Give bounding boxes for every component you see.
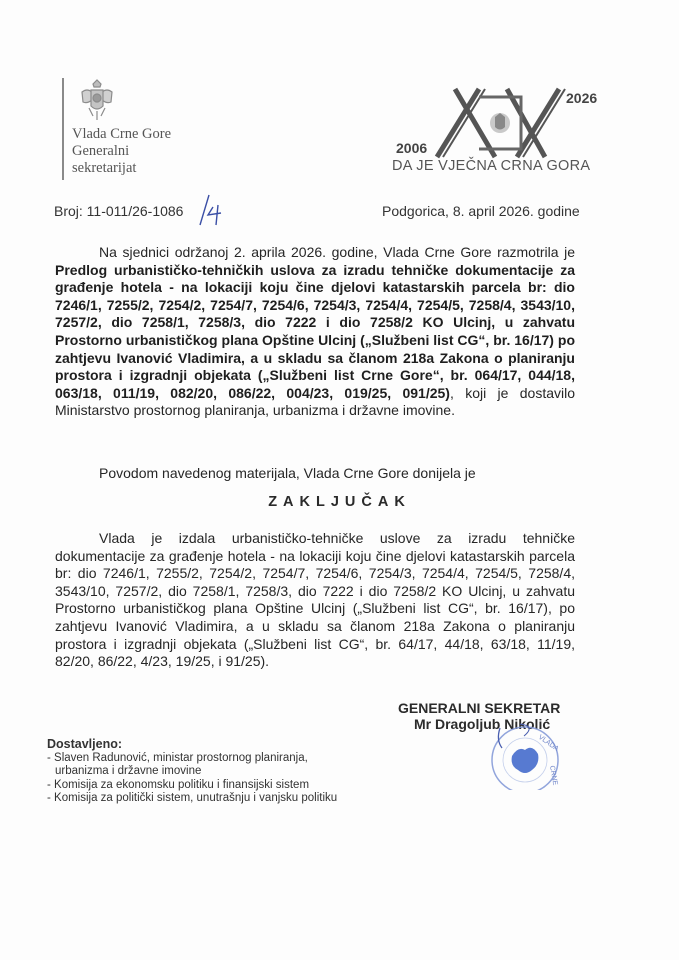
signatory-title: GENERALNI SEKRETAR xyxy=(398,700,561,716)
distribution-item: urbanizma i državne imovine xyxy=(55,765,202,777)
conclusion-title: ZAKLJUČAK xyxy=(268,494,411,510)
intro-followup: Povodom navedenog materijala, Vlada Crne Gore donijela je xyxy=(99,465,476,481)
montenegro-coat-of-arms-icon xyxy=(78,78,116,122)
institution-line-1: Vlada Crne Gore xyxy=(72,126,172,142)
institution-line-3: sekretarijat xyxy=(72,160,137,176)
institution-name xyxy=(72,126,171,177)
distribution-item: - Komisija za ekonomsku politiku i finansijski sistem xyxy=(47,778,310,791)
handwritten-mark-icon xyxy=(197,193,229,231)
jubilee-year-end: 2026 xyxy=(566,90,598,106)
svg-text:CRNE: CRNE xyxy=(548,765,559,786)
jubilee-year-start: 2006 xyxy=(396,140,428,156)
conclusion-paragraph xyxy=(55,530,575,671)
official-stamp-icon xyxy=(480,720,570,790)
distribution-item: - Komisija za politički sistem, unutrašnju i vanjsku politiku xyxy=(47,792,338,804)
intro-text-3: , koji je dostavilo Ministarstvo prostornog planiranja, urbanizma i državne imovine. xyxy=(55,384,576,419)
distribution-heading: Dostavljeno: xyxy=(47,737,123,751)
intro-text-bold: Predlog urbanističko-tehničkih uslova za izradu tehničke dokumentacije za građenje hotela - na lokaciji koju čine djelovi katastarskih parcela br: dio 7246/1, 7255/2, 7254/2, 7254/7, 7254/6, 7254/3, 7254/4, 7254/5, 7258/4, 3543/10, 7257/2, dio 7258/1, 7258/3, dio 7222 i dio 7258/2 KO Ulcinj, u zahvatu Prostorno urbanističkog plana Opštine Ulcinj („Službeni list CG“, br. 16/17) po zahtjevu Ivanović Vladimira, a u skladu sa članom 218a Zakona o planiranju prostora i izgradnji objekata („Službeni list Crne Gore“, br. 064/17, 044/18, 063/18, 011/19, 082/20, 086/22, 004/23, 019/25, 091/25) xyxy=(55,261,575,401)
place-date: Podgorica, 8. april 2026. godine xyxy=(382,203,580,219)
distribution-item: - Slaven Radunović, ministar prostornog planiranja, xyxy=(47,751,308,764)
distribution-list xyxy=(47,738,337,806)
reference-number: Broj: 11-011/26-1086 xyxy=(54,203,184,219)
institution-line-2: Generalni xyxy=(72,143,130,159)
svg-text:VLADA: VLADA xyxy=(536,733,560,753)
jubilee-motto: DA JE VJEČNA CRNA GORA xyxy=(392,158,591,174)
jubilee-logo xyxy=(392,85,598,180)
signatory-name: Mr Dragoljub Nikolić xyxy=(414,716,551,732)
header-divider xyxy=(62,78,64,180)
roman-xx-icon xyxy=(433,87,568,159)
intro-paragraph xyxy=(55,244,575,420)
conclusion-text: Vlada je izdala urbanističko-tehničke uslove za izradu tehničke dokumentacije za građenje hotela - na lokaciji koju čine djelovi katastarskih parcela br: dio 7246/1, 7255/2, 7254/2, 7254/7, 7254/6, 7254/3, 7254/4, 7254/5, 7258/4, 3543/10, 7257/2, dio 7258/1, 7258/3, dio 7222 i dio 7258/2 KO Ulcinj, u zahvatu Prostorno urbanističkog plana Opštine Ulcinj („Službeni list CG“, br. 16/17), po zahtjevu Ivanović Vladimira, a u skladu sa članom 218a Zakona o planiranju prostora i izgradnji objekata („Službeni list CG“, br. 64/17, 44/18, 63/18, 11/19, 82/20, 86/22, 4/23, 19/25, i 91/25). xyxy=(55,530,575,670)
intro-text-1: Na sjednici održanoj 2. aprila 2026. godine, Vlada Crne Gore razmotrila je xyxy=(99,244,575,260)
